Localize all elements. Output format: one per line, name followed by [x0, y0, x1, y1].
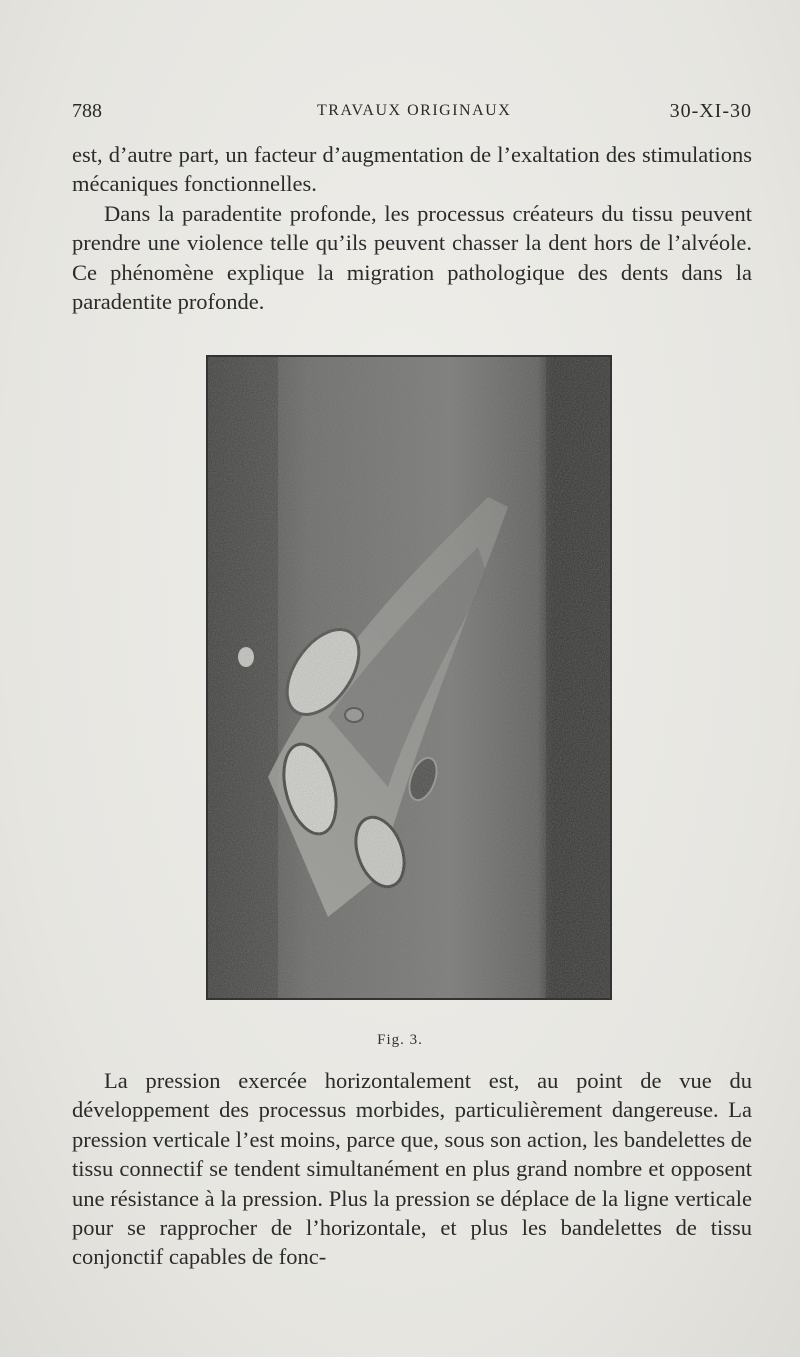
figure-caption: Fig. 3. — [377, 1032, 423, 1048]
body-text-top — [72, 140, 752, 316]
page-number: 788 — [72, 100, 102, 122]
micrograph-image — [208, 357, 610, 998]
paragraph-continuation: est, d’autre part, un facteur d’augmentation de l’exaltation des stimulations mécaniques fonctionnelles. — [72, 142, 752, 197]
body-text-bottom — [72, 1066, 752, 1272]
histology-micrograph — [206, 355, 612, 1000]
issue-date: 30-XI-30 — [669, 100, 752, 122]
paragraph-pression: La pression exercée horizontalement est, au point de vue du développement des processus morbides, particulièrement dangereuse. La pression verticale l’est moins, parce que, sous son action, les bandelettes de tissu connectif se tendent simultanément en plus grand nombre et opposent une résistance à la pression. Plus la pression se déplace de la ligne verticale pour se rapprocher de l’horizontale, et plus les bandelettes de tissu conjonctif capables de fonc- — [72, 1068, 752, 1270]
paragraph-paradentite: Dans la paradentite profonde, les processus créateurs du tissu peuvent prendre une violence telle qu’ils peuvent chasser la dent hors de l’alvéole. Ce phénomène explique la migration pathologique des dents dans la paradentite profonde. — [72, 200, 752, 315]
running-title: TRAVAUX ORIGINAUX — [317, 102, 512, 119]
running-header — [72, 100, 752, 128]
